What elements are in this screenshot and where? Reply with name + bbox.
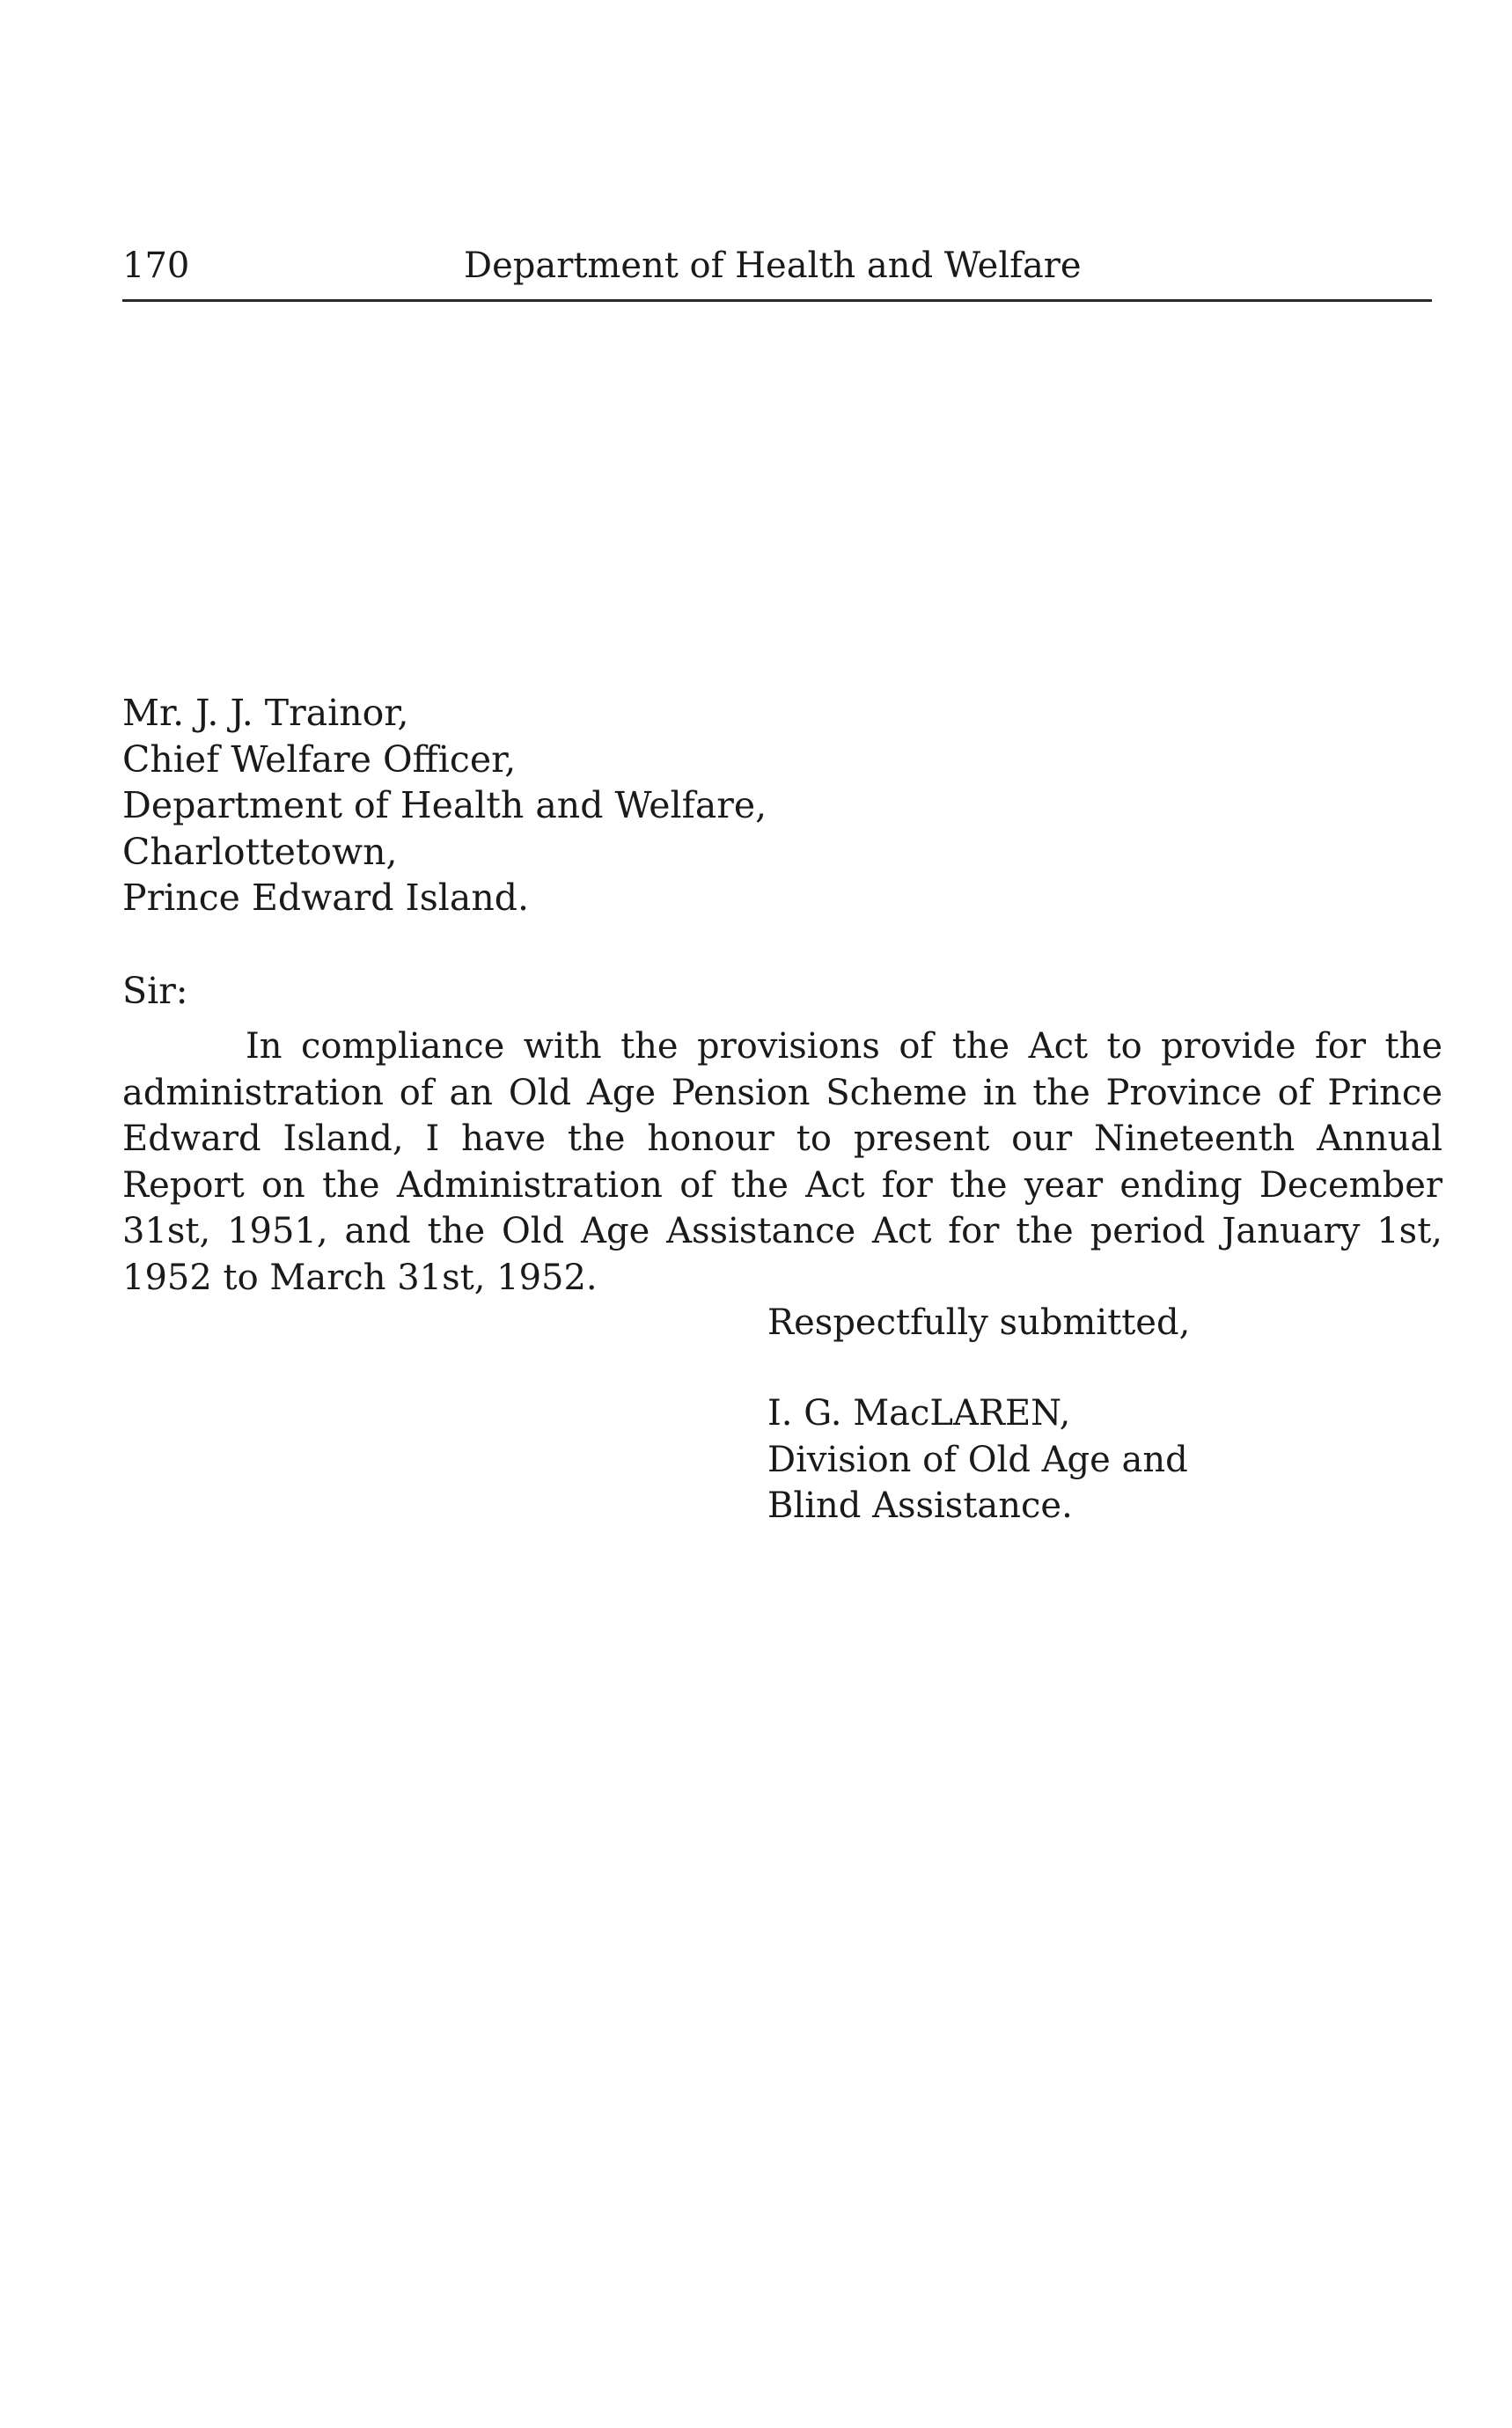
address-line: Prince Edward Island.: [122, 877, 530, 919]
body-line: Edward Island, I have the honour to present our Nineteenth Annual: [122, 1119, 1442, 1159]
body-line: Report on the Administration of the Act for the year ending December: [122, 1164, 1442, 1206]
address-line: Chief Welfare Officer,: [122, 737, 517, 781]
signature-line: Division of Old Age and: [767, 1439, 1188, 1480]
header-rule: [122, 299, 1432, 302]
letter-body: [122, 1023, 1442, 1301]
body-line: In compliance with the provisions of the Act to provide for the: [246, 1026, 1442, 1067]
signature-line: I. G. MacLAREN,: [767, 1393, 1071, 1434]
body-line: administration of an Old Age Pension Scheme in the Province of Prince: [122, 1072, 1442, 1113]
body-line: 31st, 1951, and the Old Age Assistance Act for the period January 1st,: [122, 1211, 1442, 1251]
body-line: 1952 to March 31st, 1952.: [122, 1257, 598, 1298]
salutation: Sir:: [122, 970, 188, 1012]
signature-block: [767, 1390, 1188, 1529]
address-line: Department of Health and Welfare,: [122, 784, 767, 826]
running-head: [122, 239, 1432, 292]
address-line: Mr. J. J. Trainor,: [122, 692, 409, 734]
closing: Respectfully submitted,: [767, 1302, 1191, 1343]
page-number: 170: [122, 246, 190, 286]
signature-line: Blind Assistance.: [767, 1485, 1073, 1526]
recipient-address: [122, 690, 767, 921]
running-title: Department of Health and Welfare: [464, 246, 1082, 286]
address-line: Charlottetown,: [122, 830, 398, 873]
